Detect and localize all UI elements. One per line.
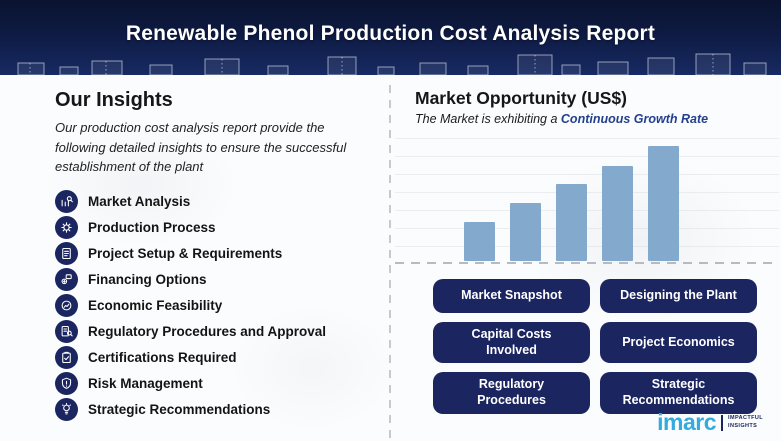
market-heading: Market Opportunity (US$) [415,88,627,108]
insights-description: Our production cost analysis report provide the following detailed insights to ensure the successful establishment of the plant [55,120,347,174]
market-analysis-icon [55,190,78,213]
insight-label: Market Analysis [88,193,191,209]
financing-options-icon [55,268,78,291]
insight-label: Certifications Required [88,349,237,365]
list-item [55,190,369,213]
logo-tagline-line2: INSIGHTS [728,422,758,429]
growth-bar-chart [395,136,779,264]
topic-button-project-economics[interactable]: Project Economics [600,322,757,363]
imarc-logo-wordmark: imarc [657,409,717,435]
project-setup-icon [55,242,78,265]
logo-tagline [728,415,763,429]
market-opportunity-panel [391,75,781,441]
certifications-icon [55,346,78,369]
insight-label: Strategic Recommendations [88,401,271,417]
logo-separator [721,415,723,431]
topic-buttons [433,279,757,414]
list-item [55,268,369,291]
bar-chart-plot [395,138,779,261]
insights-heading: Our Insights [55,89,173,111]
market-subtitle [415,112,781,126]
list-item [55,294,369,317]
imarc-logo [657,411,763,434]
chart-bar [648,146,679,261]
list-item [55,320,369,343]
header-banner [0,0,781,75]
chart-bar [556,184,587,261]
market-subtitle-prefix: The Market is exhibiting a [415,112,561,126]
regulatory-approval-icon [55,320,78,343]
list-item [55,346,369,369]
insight-label: Project Setup & Requirements [88,245,283,261]
topic-button-designing-the-plant[interactable]: Designing the Plant [600,279,757,313]
chart-bar [464,222,495,261]
chart-bar [602,166,633,261]
list-item [55,398,369,421]
chart-dashed-baseline [395,262,779,265]
economic-feasibility-icon [55,294,78,317]
insight-label: Financing Options [88,271,207,287]
strategic-recommendations-icon [55,398,78,421]
insight-label: Production Process [88,219,216,235]
market-subtitle-highlight: Continuous Growth Rate [560,112,709,126]
insight-label: Regulatory Procedures and Approval [88,323,327,339]
cityscape-skyline-graphic [0,49,781,75]
logo-tagline-line1: IMPACTFUL [728,415,763,422]
list-item [55,372,369,395]
insights-panel [0,75,389,441]
insights-list [55,190,369,421]
insight-label: Risk Management [88,375,203,391]
list-item [55,242,369,265]
topic-button-capital-costs-involved[interactable]: Capital Costs Involved [433,322,590,363]
list-item [55,216,369,239]
topic-button-regulatory-procedures[interactable]: Regulatory Procedures [433,372,590,413]
page-title: Renewable Phenol Production Cost Analysis Report [125,21,656,45]
insight-label: Economic Feasibility [88,297,223,313]
risk-management-icon [55,372,78,395]
topic-button-strategic-recommendations[interactable]: Strategic Recommendations [600,372,757,413]
chart-bar [510,203,541,261]
topic-button-market-snapshot[interactable]: Market Snapshot [433,279,590,313]
production-process-icon [55,216,78,239]
